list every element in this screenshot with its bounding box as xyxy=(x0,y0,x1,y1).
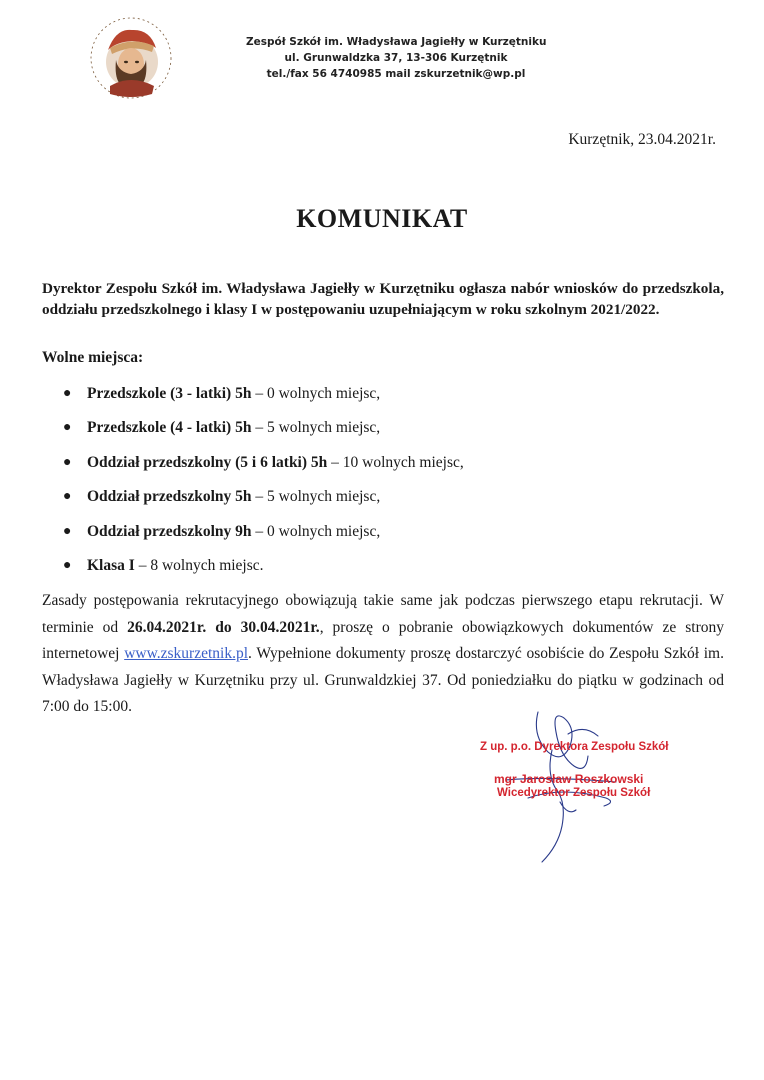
body-text-2: do xyxy=(206,618,241,636)
letterhead xyxy=(246,34,546,82)
school-logo-icon xyxy=(86,14,176,102)
body-text-1: Zasady postępowania rekrutacyjnego obowiązują takie same jak podczas pierwszego etapu rekrutacji. W terminie od xyxy=(42,592,724,636)
document-date: Kurzętnik, 23.04.2021r. xyxy=(568,131,716,148)
list-item xyxy=(0,411,764,445)
list-item xyxy=(0,549,764,583)
stamp-line-name: mgr Jarosław Roszkowski xyxy=(494,772,644,786)
date-to: 30.04.2021r. xyxy=(240,618,320,636)
list-item-count: – 5 wolnych miejsc, xyxy=(251,488,381,506)
list-item-count: – 5 wolnych miejsc, xyxy=(251,419,381,437)
list-item xyxy=(0,515,764,549)
list-item-count: – 0 wolnych miejsc, xyxy=(251,385,381,402)
bullet-icon: ● xyxy=(63,454,72,470)
date-from: 26.04.2021r. xyxy=(127,618,207,636)
list-item-group: Oddział przedszkolny 9h xyxy=(87,522,252,540)
bullet-icon: ● xyxy=(63,386,72,401)
website-link[interactable]: www.zskurzetnik.pl xyxy=(124,645,249,662)
list-item-group: Przedszkole (4 - latki) 5h xyxy=(87,419,252,437)
bullet-icon: ● xyxy=(63,489,72,505)
list-item xyxy=(0,480,764,514)
list-item-count: – 10 wolnych miejsc, xyxy=(327,453,464,471)
list-item xyxy=(0,377,764,411)
list-item-group: Przedszkole (3 - latki) 5h xyxy=(87,385,252,402)
body-text-4: . Wypełnione dokumenty proszę dostarczyć osobiście do Zespołu Szkół im. Władysława Jagiełły w Kurzętniku przy ul. Grunwaldzkiej 37. Od poniedziałku do piątku w godzinach od 7:00 do 15:00. xyxy=(42,645,724,715)
list-item-group: Klasa I xyxy=(87,556,135,574)
stamp-line-title: Wicedyrektor Zespołu Szkół xyxy=(497,787,651,799)
document-title: KOMUNIKAT xyxy=(296,204,468,233)
list-item-count: – 8 wolnych miejsc. xyxy=(134,556,264,574)
letterhead-address: ul. Grunwaldzka 37, 13-306 Kurzętnik xyxy=(284,52,508,64)
list-item-group: Oddział przedszkolny 5h xyxy=(87,488,252,506)
list-item-count: – 0 wolnych miejsc, xyxy=(251,522,381,540)
list-item-group: Oddział przedszkolny (5 i 6 latki) 5h xyxy=(87,453,328,471)
body-paragraph xyxy=(42,588,724,721)
free-places-list xyxy=(0,377,764,583)
intro-paragraph: Dyrektor Zespołu Szkół im. Władysława Jagiełły w Kurzętniku ogłasza nabór wniosków do przedszkola, oddziału przedszkolnego i klasy I w postępowaniu uzupełniającym w roku szkolnym 2021/2022. xyxy=(42,280,724,318)
free-places-heading: Wolne miejsca: xyxy=(42,349,144,366)
bullet-icon: ● xyxy=(63,557,72,573)
letterhead-school-name: Zespół Szkół im. Władysława Jagiełły w Kurzętniku xyxy=(246,36,547,48)
bullet-icon: ● xyxy=(63,523,72,539)
bullet-icon: ● xyxy=(63,420,72,436)
stamp-line-role: Z up. p.o. Dyrektora Zespołu Szkół xyxy=(480,741,669,753)
body-text-3: , proszę o pobranie obowiązkowych dokumentów ze strony internetowej xyxy=(42,618,724,662)
letterhead-contact: tel./fax 56 4740985 mail zskurzetnik@wp.pl xyxy=(266,68,526,80)
list-item xyxy=(0,446,764,480)
